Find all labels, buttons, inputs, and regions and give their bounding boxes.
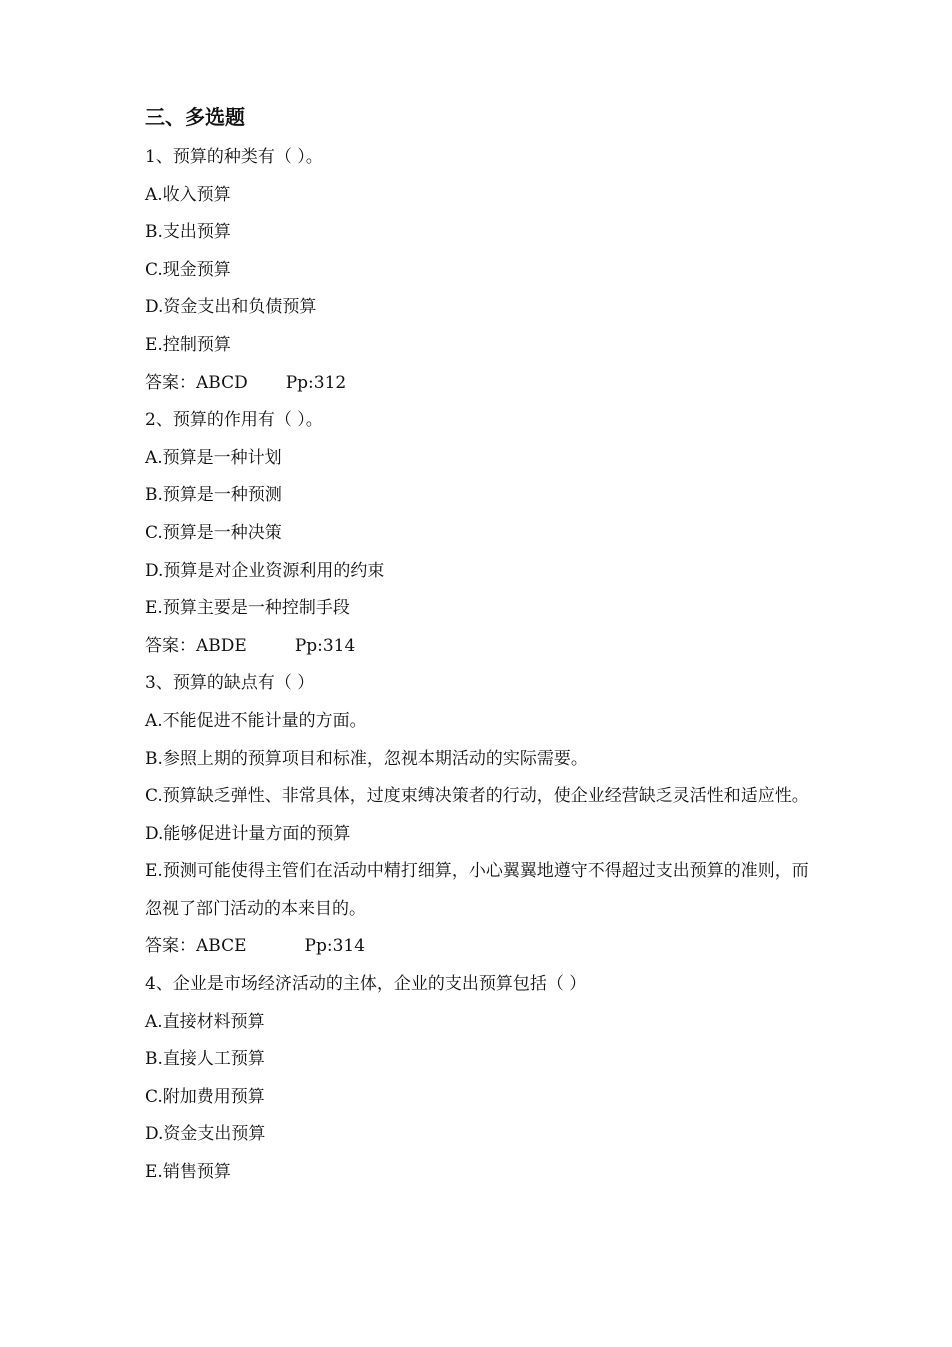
option-d: D.资金支出预算 xyxy=(145,1124,266,1145)
answer-label: 答案：ABDE xyxy=(145,635,247,656)
answer-label: 答案：ABCD xyxy=(145,372,248,393)
question-3 xyxy=(145,665,825,966)
page-content xyxy=(145,100,825,1192)
question-stem: 4、企业是市场经济活动的主体，企业的支出预算包括（ ） xyxy=(145,974,587,995)
option-b: B.预算是一种预测 xyxy=(145,485,282,506)
answer-label: 答案：ABCE xyxy=(145,936,247,957)
section-title: 三、多选题 xyxy=(145,105,245,129)
page-reference: Pp:314 xyxy=(294,635,356,656)
question-stem: 1、预算的种类有（ ）。 xyxy=(145,147,323,167)
page-reference: Pp:312 xyxy=(285,372,347,393)
option-e: E.预测可能使得主管们在活动中精打细算，小心翼翼地遵守不得超过支出预算的准则，而忽视了部门活动的本来目的。 xyxy=(145,861,809,919)
page-reference: Pp:314 xyxy=(304,936,366,957)
option-b: B.支出预算 xyxy=(145,222,231,243)
option-c: C.预算缺乏弹性、非常具体，过度束缚决策者的行动，使企业经营缺乏灵活性和适应性。 xyxy=(145,786,809,807)
option-b: B.参照上期的预算项目和标准，忽视本期活动的实际需要。 xyxy=(145,748,588,769)
option-a: A.预算是一种计划 xyxy=(145,447,282,468)
option-e: E.销售预算 xyxy=(145,1162,231,1183)
question-4 xyxy=(145,966,825,1192)
option-c: C.现金预算 xyxy=(145,259,231,280)
option-a: A.收入预算 xyxy=(145,184,231,205)
option-d: D.资金支出和负债预算 xyxy=(145,297,317,318)
option-a: A.直接材料预算 xyxy=(145,1011,265,1032)
answer-line xyxy=(145,365,825,403)
option-c: C.附加费用预算 xyxy=(145,1086,265,1107)
answer-line xyxy=(145,628,825,666)
question-stem: 3、预算的缺点有（ ） xyxy=(145,673,315,694)
question-2 xyxy=(145,402,825,665)
option-c: C.预算是一种决策 xyxy=(145,522,282,543)
option-a: A.不能促进不能计量的方面。 xyxy=(145,710,367,731)
option-d: D.能够促进计量方面的预算 xyxy=(145,823,351,844)
question-1 xyxy=(145,139,825,402)
option-e: E.控制预算 xyxy=(145,334,231,355)
option-d: D.预算是对企业资源利用的约束 xyxy=(145,560,385,581)
option-b: B.直接人工预算 xyxy=(145,1049,265,1070)
question-stem: 2、预算的作用有（ ）。 xyxy=(145,410,323,431)
answer-line xyxy=(145,928,825,966)
option-e: E.预算主要是一种控制手段 xyxy=(145,598,350,619)
